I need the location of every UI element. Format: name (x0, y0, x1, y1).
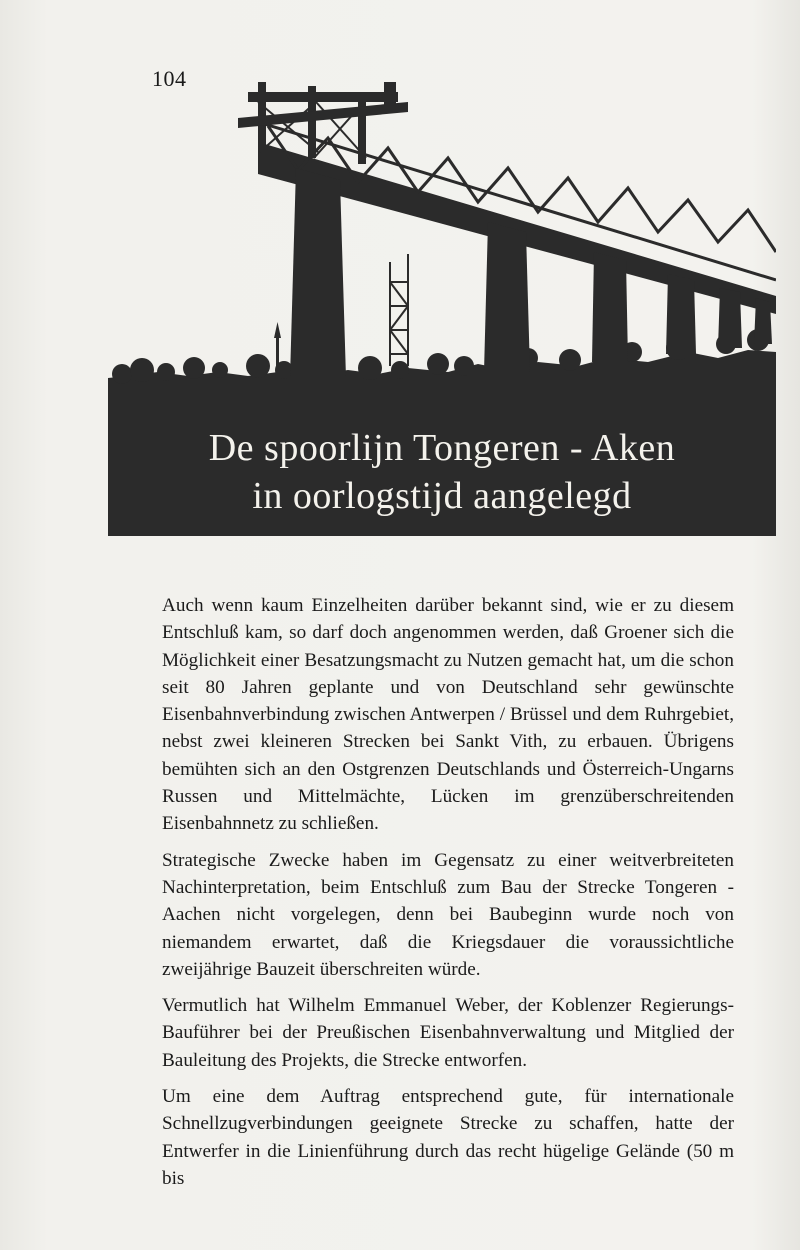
paragraph: Um eine dem Auftrag entsprechend gute, für internationale Schnellzugverbindungen geeignete Strecke zu schaffen, hatte der Entwerfer in die Linienführung durch das recht hügelige Gelände (50 m bis (162, 1086, 734, 1189)
chapter-title-line-1: De spoorlijn Tongeren - Aken (208, 427, 676, 469)
chapter-title-line-2: in oorlogstijd aangelegd (252, 475, 632, 517)
paragraph: Vermutlich hat Wilhelm Emmanuel Weber, der Koblenzer Regierungs-Bauführer bei der Preußischen Eisenbahnverwaltung und Mitglied der Bauleitung des Projekts, die Strecke entworfen. (162, 995, 734, 1071)
paragraph: Strategische Zwecke haben im Gegensatz zu einer weitverbreiteten Nachinterpretation, beim Entschluß zum Bau der Strecke Tongeren - Aachen nicht vorgelegen, denn bei Baubeginn wurde noch von niemandem erwartet, daß die Kriegsdauer die voraussichtliche zweijährige Bauzeit überschreiten würde. (162, 849, 734, 980)
chapter-title (108, 410, 776, 536)
body-text (162, 592, 734, 1201)
paragraph: Auch wenn kaum Einzelheiten darüber bekannt sind, wie er zu diesem Entschluß kam, so darf doch angenommen werden, daß Groener sich die Möglichkeit einer Besatzungsmacht zu Nutzen gemacht hat, um die schon seit 80 Jahren geplante und von Deutschland sehr gewünschte Eisenbahnverbindung zwischen Antwerpen / Brüssel und dem Ruhrgebiet, nebst zwei kleineren Strecken bei Sankt Vith, zu erbauen. Übrigens bemühten sich an den Ostgrenzen Deutschlands und Österreich-Ungarns Russen und Mittelmächte, Lücken im grenzüberschreitenden Eisenbahnnetz zu schließen. (162, 595, 734, 835)
page-number: 104 (152, 66, 187, 91)
